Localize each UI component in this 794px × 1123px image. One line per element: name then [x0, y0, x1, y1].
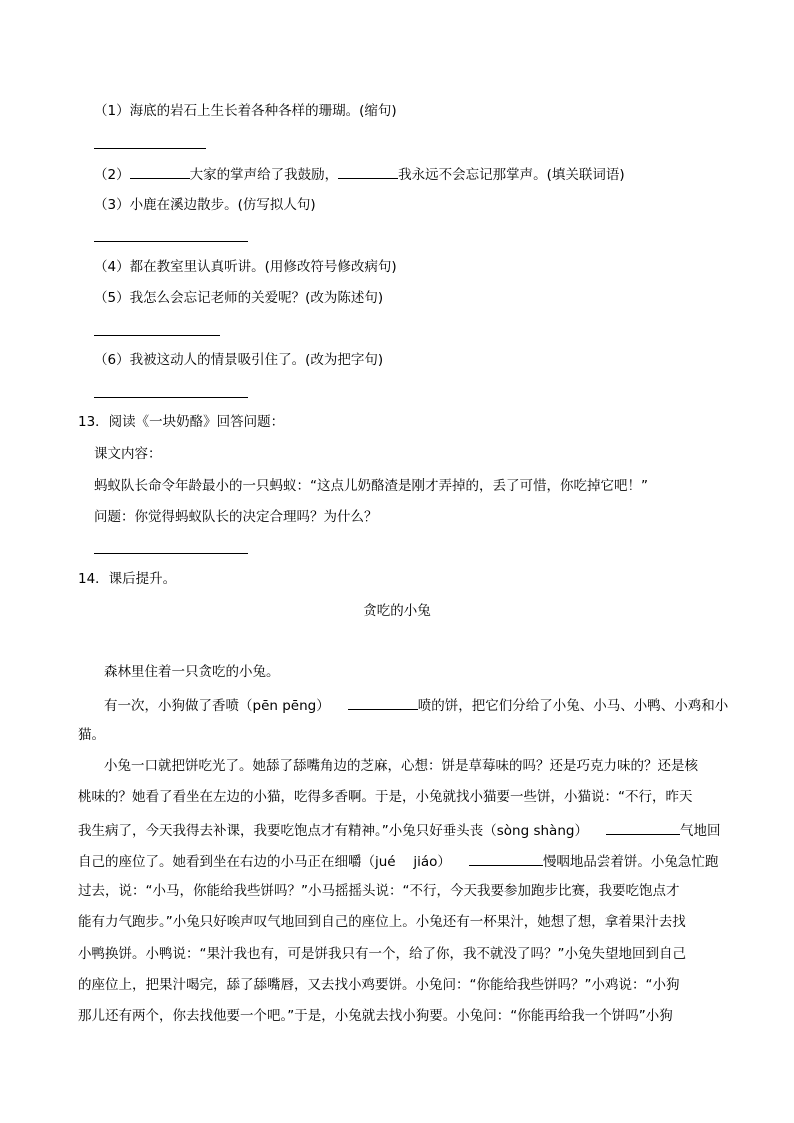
q12-item-2-number: （2） [94, 167, 130, 183]
passage-line-12: 那儿还有两个，你去找他要一个吧。”于是，小兔就去找小狗要。小兔问：“你能再给我一个饼吗”小狗 [78, 1008, 673, 1024]
passage-line-9: 能有力气跑步。”小兔只好唉声叹气地回到自己的座位上。小兔还有一杯果汁，她想了想，拿着果汁去找 [78, 914, 686, 930]
passage-line-1: 森林里住着一只贪吃的小兔。 [104, 664, 280, 680]
q14-heading: 14．课后提升。 [78, 571, 177, 587]
passage-line-2-start: 有一次，小狗做了香喷（pēn pēng） [104, 698, 330, 714]
blank-pinyin-1[interactable] [348, 695, 418, 710]
passage-line-7-start: 自己的座位了。她看到坐在右边的小马正在细嚼（jué jiáo） [78, 854, 451, 870]
blank-connective-2[interactable] [338, 164, 398, 179]
q13-quote: 蚂蚁队长命令年龄最小的一只蚂蚁：“这点儿奶酪渣是刚才弄掉的，丢了可惜，你吃掉它吧！” [94, 478, 648, 494]
q12-item-2 [94, 164, 625, 184]
q12-item-2-middle: 大家的掌声给了我鼓励， [189, 167, 339, 183]
q12-item-2-end: 我永远不会忘记那掌声。(填关联词语) [398, 167, 625, 183]
passage-line-7 [78, 851, 718, 871]
answer-line-5[interactable] [94, 335, 220, 336]
passage-title: 贪吃的小兔 [363, 603, 431, 619]
answer-line-6[interactable] [94, 397, 248, 398]
passage-line-10: 小鸭换饼。小鸭说：“果汁我也有，可是饼我只有一个，给了你，我不就没了吗？”小兔失望地回到自己 [78, 946, 686, 962]
answer-line-3[interactable] [94, 241, 248, 242]
q12-item-3: （3）小鹿在溪边散步。(仿写拟人句) [94, 197, 316, 213]
answer-line-1[interactable] [94, 148, 206, 149]
answer-line-13[interactable] [94, 553, 248, 554]
q13-label: 课文内容： [94, 446, 162, 462]
passage-line-6-end: 气地回 [679, 823, 721, 839]
passage-line-2-end: 喷的饼，把它们分给了小兔、小马、小鸭、小鸡和小 [417, 698, 729, 714]
passage-line-5: 桃味的？她看了看坐在左边的小猫，吃得多香啊。于是，小兔就找小猫要一些饼，小猫说：“不行，昨天 [78, 789, 693, 805]
q13-heading: 13．阅读《一块奶酪》回答问题： [78, 414, 285, 430]
q12-item-4: （4）都在教室里认真听讲。(用修改符号修改病句) [94, 259, 397, 275]
passage-line-6 [78, 820, 720, 840]
passage-line-3: 猫。 [78, 727, 105, 743]
blank-pinyin-2[interactable] [606, 820, 680, 835]
blank-pinyin-3[interactable] [469, 851, 543, 866]
passage-line-6-start: 我生病了，今天我得去补课，我要吃饱点才有精神。”小兔只好垂头丧（sòng shàng） [78, 823, 588, 839]
blank-connective-1[interactable] [130, 164, 190, 179]
q12-item-6: （6）我被这动人的情景吸引住了。(改为把字句) [94, 352, 384, 368]
passage-line-8: 过去，说：“小马，你能给我些饼吗？”小马摇摇头说：“不行，今天我要参加跑步比赛，我要吃饱点才 [78, 883, 680, 899]
q12-item-1: （1）海底的岩石上生长着各种各样的珊瑚。(缩句) [94, 103, 397, 119]
q13-question: 问题：你觉得蚂蚁队长的决定合理吗？为什么？ [94, 509, 378, 525]
passage-line-11: 的座位上，把果汁喝完，舔了舔嘴唇，又去找小鸡要饼。小兔问：“你能给我些饼吗？”小鸡说：“小狗 [78, 977, 680, 993]
passage-line-4: 小兔一口就把饼吃光了。她舔了舔嘴角边的芝麻，心想：饼是草莓味的吗？还是巧克力味的？还是核 [104, 758, 698, 774]
passage-line-2 [104, 695, 728, 715]
passage-line-7-end: 慢咽地品尝着饼。小兔急忙跑 [542, 854, 719, 870]
q12-item-5: （5）我怎么会忘记老师的关爱呢？(改为陈述句) [94, 290, 384, 306]
